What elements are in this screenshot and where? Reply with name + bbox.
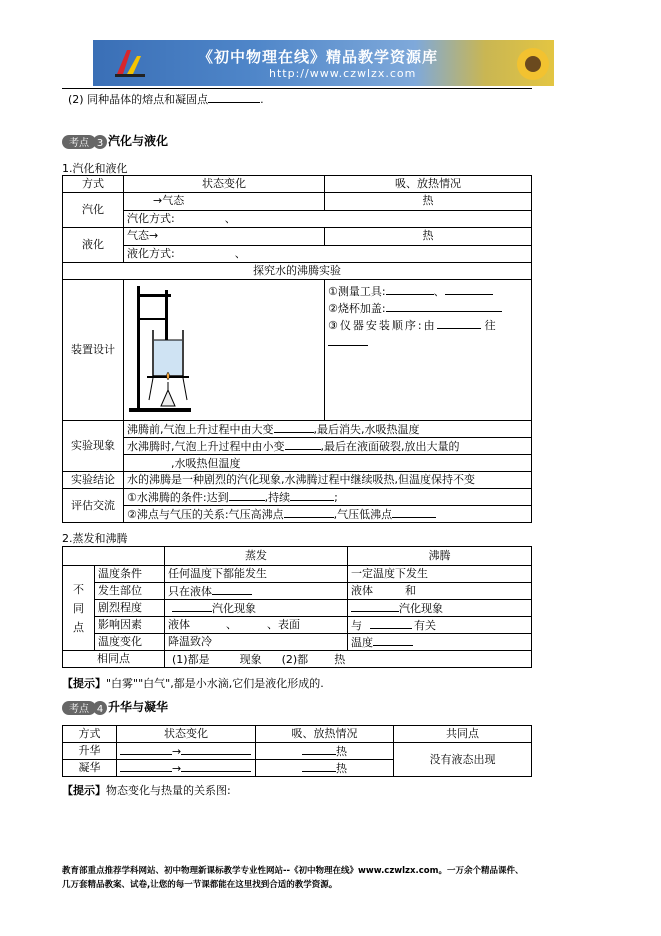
t1-vap-way — [124, 210, 532, 228]
hint-2-label: 【提示】 — [62, 784, 106, 797]
blank — [445, 283, 493, 295]
t2-row-evap-sep: 、 — [226, 618, 237, 631]
hint-2-text: 物态变化与热量的关系图: — [106, 784, 231, 797]
blank — [284, 506, 334, 518]
t2-row-boil — [348, 600, 532, 617]
t3-header-state: 状态变化 — [117, 726, 256, 743]
t2-row-key: 发生部位 — [95, 583, 165, 600]
t2-row-key: 影响因素 — [95, 617, 165, 634]
t3-dep-state — [117, 760, 256, 777]
t3-header-method: 方式 — [63, 726, 117, 743]
t2-corner — [63, 547, 165, 566]
t1-phen-1a: 沸腾前,气泡上升过程中由大变 — [127, 423, 274, 436]
blank — [285, 438, 321, 450]
t1-conclusion-text: 水的沸腾是一种剧烈的汽化现象,水沸腾过程中继续吸热,但温度保持不变 — [124, 472, 532, 489]
blank — [370, 617, 412, 629]
t2-row-boil: 一定温度下发生 — [348, 566, 532, 583]
t3-sub-arrow: → — [172, 745, 182, 758]
t2-diff-3: 点 — [73, 620, 84, 634]
section-badge-icon — [62, 700, 108, 716]
footer-line-1: 教育部重点推荐学科网站、初中物理新课标教学专业性网站--《初中物理在线》www.czwlzx.com。一万余个精品课件、 — [62, 866, 524, 876]
t1-order-2 — [328, 334, 528, 351]
item-2-end: . — [260, 93, 264, 106]
item-2 — [68, 91, 264, 107]
t2-row-boil — [348, 634, 532, 651]
t1-eval-1a: ①水沸腾的条件:达到 — [127, 491, 229, 504]
t2-row-boil-related: 有关 — [414, 619, 436, 632]
blank — [290, 489, 334, 501]
t2-diff-2: 同 — [73, 601, 84, 615]
blank — [302, 760, 336, 772]
boiling-apparatus-icon — [127, 282, 197, 414]
section-3-title: 汽化与液化 — [108, 134, 169, 148]
hint-1 — [62, 675, 324, 691]
t2-row-evap-surface: 、表面 — [267, 618, 300, 631]
t2-header-evap: 蒸发 — [165, 547, 348, 566]
blank — [437, 317, 481, 329]
t1-order-to: 往 — [484, 319, 496, 332]
t2-row-key: 温度变化 — [95, 634, 165, 651]
t2-row-evap — [165, 583, 348, 600]
t1-design-notes — [325, 280, 532, 421]
t2-row-boil-text: 液体 — [351, 584, 373, 597]
banner-url: http://www.czwlzx.com — [269, 67, 417, 80]
t2-row-key: 温度条件 — [95, 566, 165, 583]
t3-sub-state — [117, 743, 256, 760]
t1-tools-label: ①测量工具: — [328, 285, 386, 298]
t1-tools-sep: 、 — [433, 285, 445, 298]
t2-same-text — [165, 651, 532, 668]
t1-explore-title: 探究水的沸腾实验 — [63, 263, 532, 280]
t1-header-method: 方式 — [63, 176, 124, 193]
blank — [120, 760, 172, 772]
blank — [328, 334, 368, 346]
t1-vap-heat: 热 — [325, 193, 532, 211]
t1-cover-label: ②烧杯加盖: — [328, 302, 386, 315]
t3-header-heat: 吸、放热情况 — [256, 726, 394, 743]
t1-eval-1c: ; — [334, 491, 338, 504]
t1-cover — [328, 300, 528, 317]
blank — [120, 743, 172, 755]
t1-eval-1b: ,持续 — [264, 491, 291, 504]
t2-row-boil-text: 温度 — [351, 636, 373, 649]
t1-liquefy: 液化 — [63, 228, 124, 263]
t2-header-boil: 沸腾 — [348, 547, 532, 566]
t1-design: 装置设计 — [63, 280, 124, 421]
t2-row-evap-text: 汽化现象 — [212, 602, 256, 615]
item-2-text: 同种晶体的熔点和凝固点 — [87, 93, 209, 106]
t1-tools — [328, 283, 528, 300]
t1-phenomenon: 实验现象 — [63, 421, 124, 472]
section-4-num: 4 — [96, 704, 104, 715]
sunflower-icon — [513, 44, 553, 84]
sub-heading-1: 1.汽化和液化 — [62, 162, 128, 175]
blank — [172, 600, 212, 612]
t2-row-evap — [165, 600, 348, 617]
blank — [208, 91, 260, 103]
t1-eval-2a: ②沸点与气压的关系:气压高沸点 — [127, 508, 284, 521]
t3-header-common: 共同点 — [394, 726, 532, 743]
t2-same-a: (1)都是 — [172, 652, 210, 666]
banner-title: 《初中物理在线》精品教学资源库 — [198, 48, 439, 66]
section-4-heading — [62, 698, 168, 716]
t3-deposit: 凝华 — [63, 760, 117, 777]
section-badge-icon — [62, 134, 108, 150]
hint-1-label: 【提示】 — [62, 677, 106, 690]
t2-same-c: (2)都 — [281, 652, 309, 666]
t2-row-evap — [165, 617, 348, 634]
t3-dep-arrow: → — [172, 762, 182, 775]
header-rule — [62, 88, 532, 89]
blank — [308, 652, 334, 663]
page-footer — [62, 864, 622, 892]
t2-same-d: 热 — [334, 652, 346, 666]
blank — [302, 743, 336, 755]
header-banner — [93, 40, 554, 86]
t2-row-evap: 降温致冷 — [165, 634, 348, 651]
t1-liq-state: 气态→ — [124, 228, 325, 246]
t3-dep-heat-text: 热 — [336, 762, 347, 775]
hint-2 — [62, 782, 231, 798]
t1-vap-state — [124, 193, 325, 211]
footer-line-2: 几万套精品教案、试卷,让您的每一节课都能在这里找到合适的教学资源。 — [62, 880, 338, 890]
t1-phen-1 — [124, 421, 532, 438]
table-vaporization — [62, 175, 532, 523]
t1-liq-way-label: 液化方式: — [127, 246, 175, 260]
t2-row-boil — [348, 617, 532, 634]
t1-order-label: ③仪器安装顺序:由 — [328, 319, 437, 332]
t1-header-heat: 吸、放热情况 — [325, 176, 532, 193]
blank — [392, 506, 436, 518]
t2-row-evap: 任何温度下都能发生 — [165, 566, 348, 583]
section-4-title: 升华与凝华 — [108, 700, 169, 714]
section-3-heading — [62, 132, 168, 150]
t1-conclusion: 实验结论 — [63, 472, 124, 489]
t2-same-b: 现象 — [239, 652, 262, 666]
blank — [386, 283, 434, 295]
logo-icon — [113, 46, 147, 80]
t1-liq-way-sep: 、 — [234, 246, 246, 260]
t2-row-boil-text: 与 — [351, 619, 362, 632]
table-sublimation — [62, 725, 532, 777]
blank — [373, 634, 413, 646]
blank — [386, 300, 502, 312]
t2-row-key: 剧烈程度 — [95, 600, 165, 617]
t1-phen-2b: ,最后在液面破裂,放出大量的 — [320, 440, 460, 453]
blank — [210, 652, 240, 663]
t1-phen-2 — [124, 438, 532, 455]
t1-phen-1b: ,最后消失,水吸热温度 — [313, 423, 420, 436]
t1-eval-2 — [124, 506, 532, 523]
t1-vap-state-text: →气态 — [153, 194, 185, 208]
t3-sub-heat — [256, 743, 394, 760]
blank — [212, 583, 252, 595]
t1-liq-way — [124, 245, 532, 263]
t1-vap-way-label: 汽化方式: — [127, 211, 175, 225]
t2-diff-1: 不 — [73, 582, 84, 596]
t1-vaporize: 汽化 — [63, 193, 124, 228]
blank — [181, 743, 251, 755]
t2-same: 相同点 — [63, 651, 165, 668]
t3-sub-heat-text: 热 — [336, 745, 347, 758]
t1-eval-1 — [124, 489, 532, 506]
t1-eval-2b: ,气压低沸点 — [333, 508, 393, 521]
t2-row-boil — [348, 583, 532, 600]
t2-row-boil-text: 汽化现象 — [399, 602, 443, 615]
item-2-label: (2) — [68, 93, 84, 106]
sub-heading-2: 2.蒸发和沸腾 — [62, 532, 128, 545]
t1-phen-2a: 水沸腾时,气泡上升过程中由小变 — [127, 440, 285, 453]
t2-diff — [63, 566, 95, 651]
t1-vap-way-sep: 、 — [224, 211, 236, 225]
t3-sublime: 升华 — [63, 743, 117, 760]
blank — [351, 600, 399, 612]
t1-order — [328, 317, 528, 334]
t2-row-evap-text: 只在液体 — [168, 585, 212, 598]
blank — [127, 456, 171, 467]
table-evap-boil — [62, 546, 532, 668]
section-3-badge: 考点 — [69, 138, 89, 149]
t1-phen-3 — [124, 455, 532, 472]
t1-evaluation: 评估交流 — [63, 489, 124, 523]
section-3-num: 3 — [96, 138, 104, 149]
t1-header-state: 状态变化 — [124, 176, 325, 193]
t1-liq-heat: 热 — [325, 228, 532, 246]
section-4-badge: 考点 — [69, 704, 89, 715]
t1-phen-2c: ,水吸热但温度 — [171, 456, 241, 470]
blank — [181, 760, 251, 772]
t2-row-evap-text: 液体 — [168, 618, 190, 631]
blank — [229, 489, 265, 501]
t3-dep-heat — [256, 760, 394, 777]
t3-common: 没有液态出现 — [394, 743, 532, 777]
hint-1-text: "白雾""白气",都是小水滴,它们是液化形成的. — [106, 677, 324, 690]
blank — [274, 421, 314, 433]
t1-apparatus — [124, 280, 325, 421]
t2-row-boil-and: 和 — [405, 584, 416, 597]
